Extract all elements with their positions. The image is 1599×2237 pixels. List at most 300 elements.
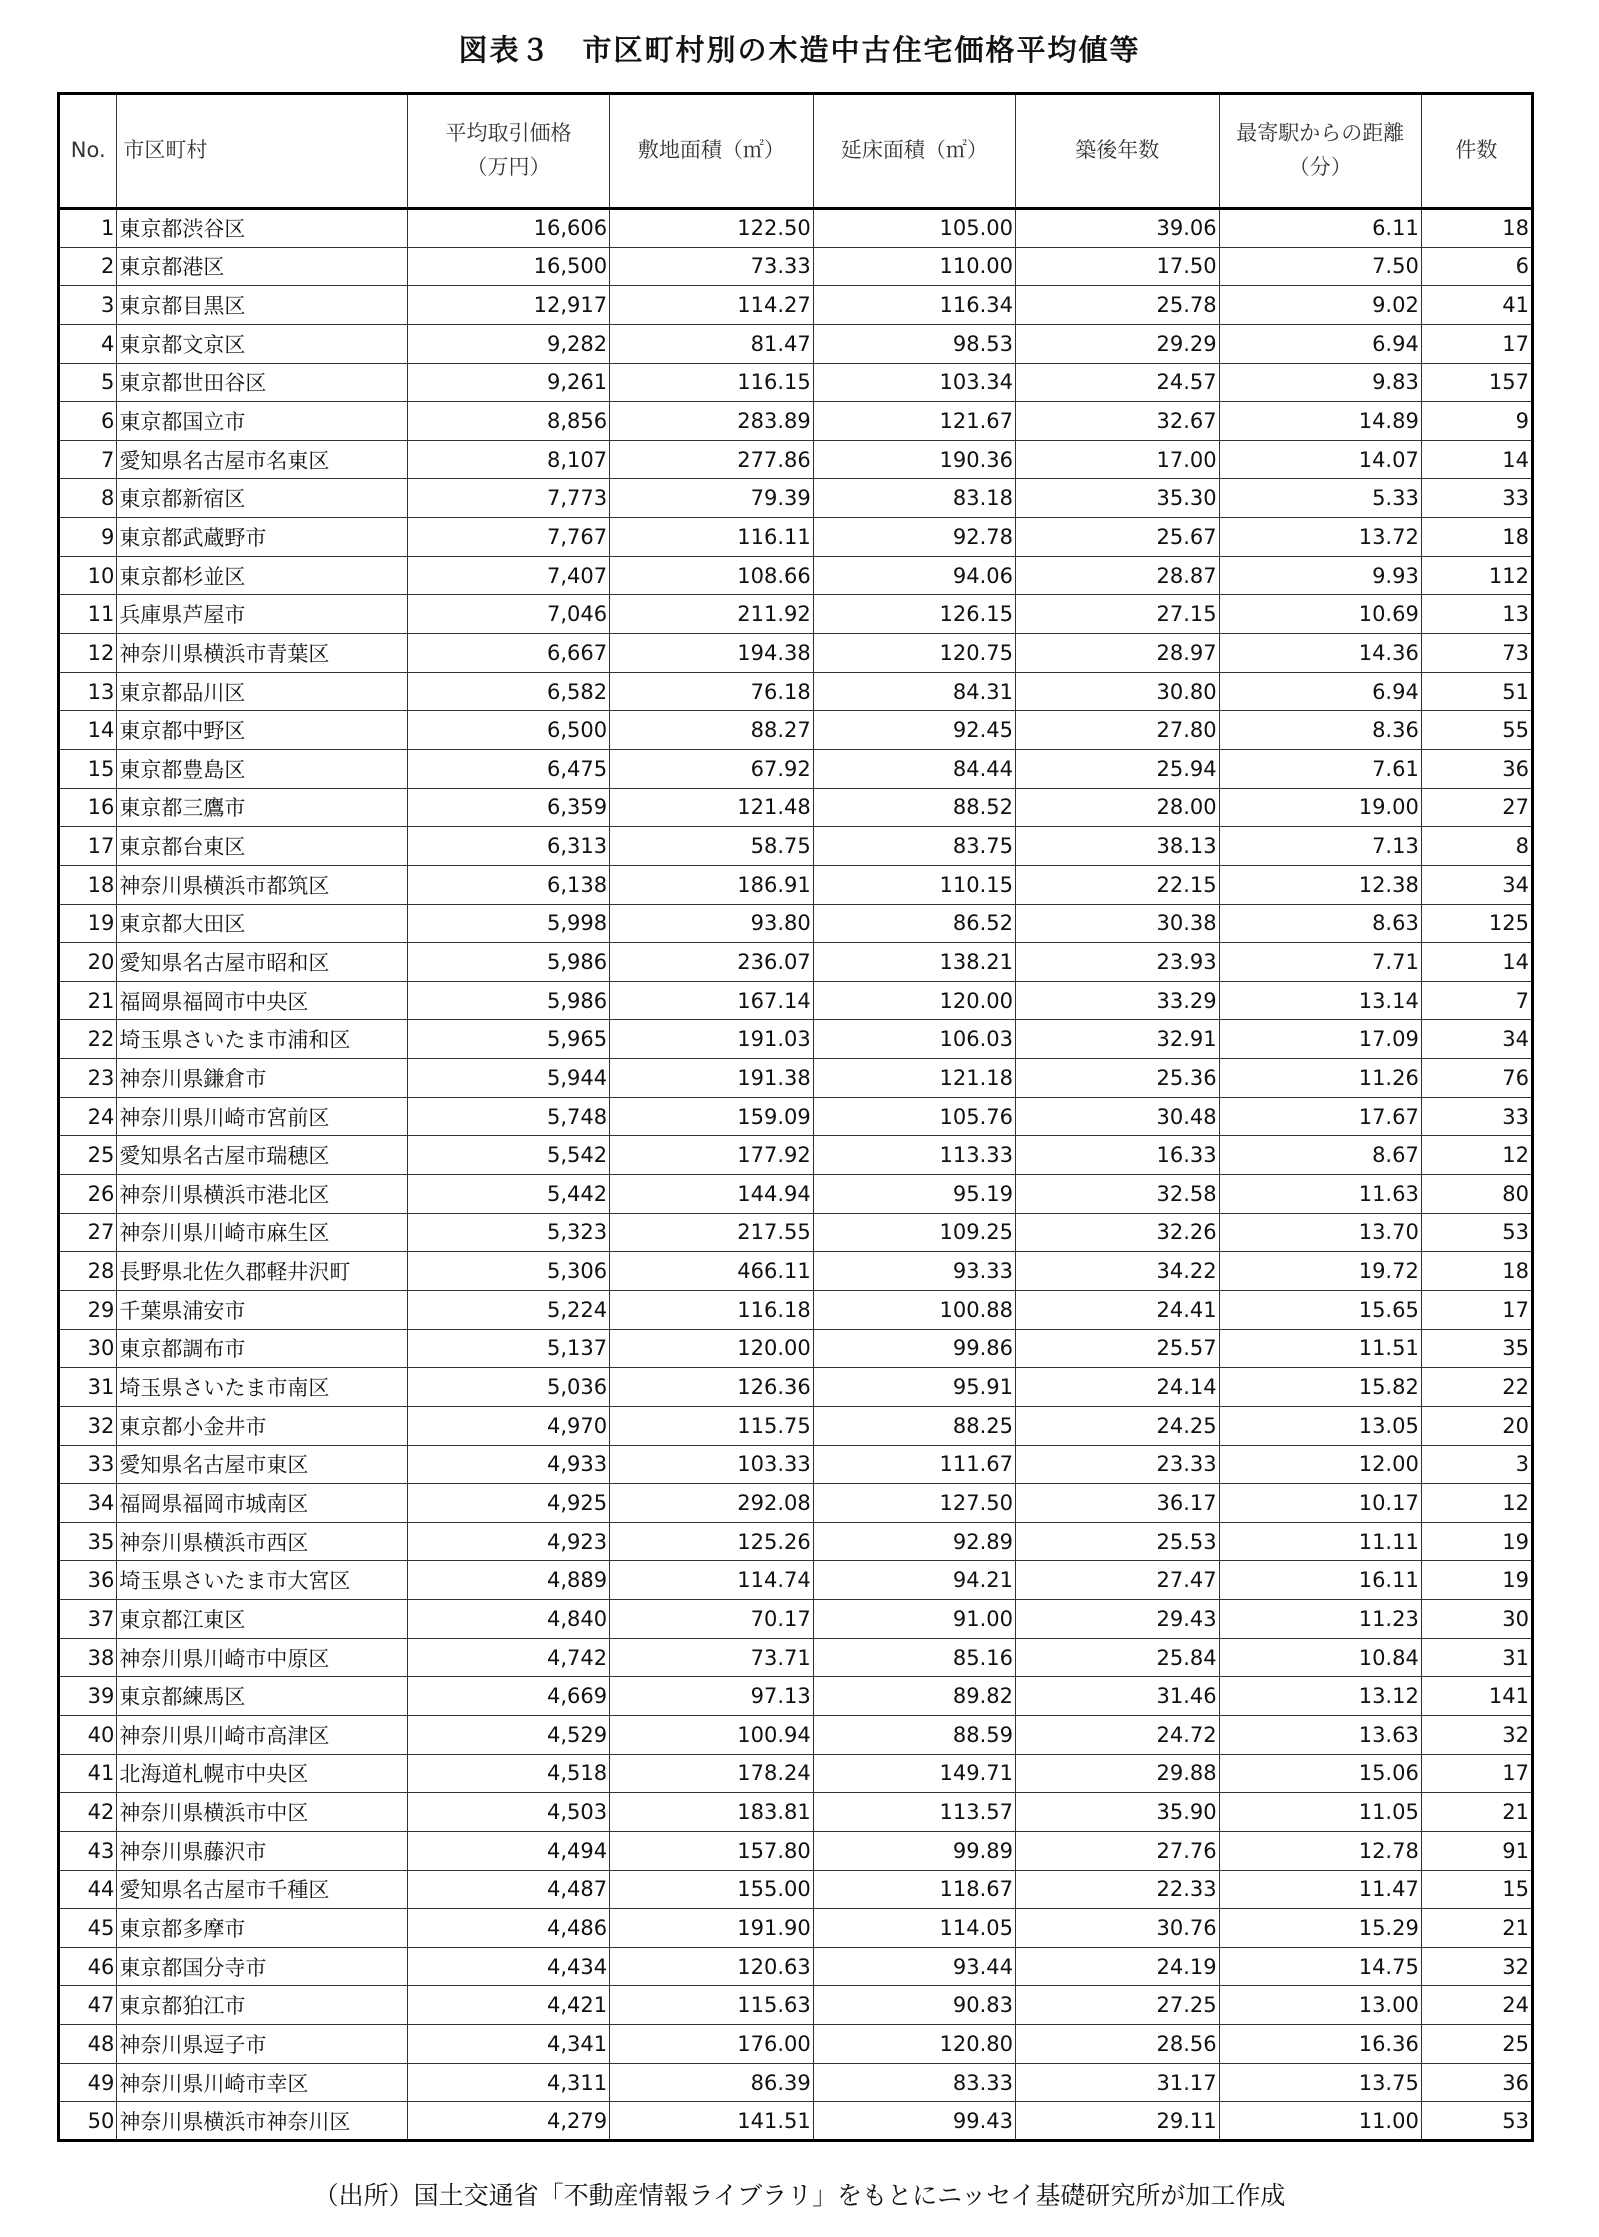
cell-distance: 11.00 <box>1219 2102 1421 2141</box>
cell-municipality: 東京都渋谷区 <box>117 209 408 248</box>
cell-no: 19 <box>59 904 117 943</box>
cell-floor-area: 85.16 <box>813 1638 1015 1677</box>
table-row <box>59 2102 1533 2141</box>
cell-age: 35.30 <box>1015 479 1219 518</box>
table-row <box>59 1059 1533 1098</box>
cell-municipality: 東京都世田谷区 <box>117 363 408 402</box>
cell-municipality: 東京都品川区 <box>117 672 408 711</box>
cell-municipality: 千葉県浦安市 <box>117 1290 408 1329</box>
table-row <box>59 556 1533 595</box>
cell-municipality: 東京都国立市 <box>117 402 408 441</box>
cell-floor-area: 89.82 <box>813 1677 1015 1716</box>
cell-price: 7,767 <box>407 518 609 557</box>
cell-price: 5,748 <box>407 1097 609 1136</box>
cell-count: 17 <box>1421 324 1532 363</box>
cell-floor-area: 99.43 <box>813 2102 1015 2141</box>
cell-no: 32 <box>59 1406 117 1445</box>
cell-price: 5,323 <box>407 1213 609 1252</box>
cell-land-area: 120.00 <box>610 1329 814 1368</box>
cell-no: 10 <box>59 556 117 595</box>
header-land-area: 敷地面積（㎡） <box>610 94 814 209</box>
cell-land-area: 183.81 <box>610 1793 814 1832</box>
cell-age: 33.29 <box>1015 981 1219 1020</box>
cell-count: 21 <box>1421 1793 1532 1832</box>
cell-age: 25.67 <box>1015 518 1219 557</box>
cell-age: 28.97 <box>1015 634 1219 673</box>
cell-no: 8 <box>59 479 117 518</box>
cell-distance: 15.29 <box>1219 1909 1421 1948</box>
cell-age: 25.53 <box>1015 1522 1219 1561</box>
cell-count: 14 <box>1421 943 1532 982</box>
cell-count: 91 <box>1421 1831 1532 1870</box>
cell-floor-area: 99.86 <box>813 1329 1015 1368</box>
cell-land-area: 217.55 <box>610 1213 814 1252</box>
cell-age: 25.84 <box>1015 1638 1219 1677</box>
cell-price: 5,986 <box>407 981 609 1020</box>
cell-distance: 15.06 <box>1219 1754 1421 1793</box>
cell-count: 157 <box>1421 363 1532 402</box>
cell-count: 8 <box>1421 827 1532 866</box>
cell-price: 7,773 <box>407 479 609 518</box>
cell-age: 22.15 <box>1015 865 1219 904</box>
cell-price: 4,279 <box>407 2102 609 2141</box>
cell-floor-area: 92.45 <box>813 711 1015 750</box>
cell-distance: 10.84 <box>1219 1638 1421 1677</box>
cell-price: 4,889 <box>407 1561 609 1600</box>
table-row <box>59 1909 1533 1948</box>
cell-distance: 7.13 <box>1219 827 1421 866</box>
cell-count: 15 <box>1421 1870 1532 1909</box>
cell-no: 24 <box>59 1097 117 1136</box>
cell-age: 17.50 <box>1015 247 1219 286</box>
cell-price: 6,667 <box>407 634 609 673</box>
cell-floor-area: 106.03 <box>813 1020 1015 1059</box>
cell-land-area: 121.48 <box>610 788 814 827</box>
table-row <box>59 904 1533 943</box>
table-row <box>59 2025 1533 2064</box>
cell-count: 24 <box>1421 1986 1532 2025</box>
cell-municipality: 長野県北佐久郡軽井沢町 <box>117 1252 408 1291</box>
cell-price: 4,518 <box>407 1754 609 1793</box>
cell-no: 49 <box>59 2063 117 2102</box>
cell-municipality: 埼玉県さいたま市南区 <box>117 1368 408 1407</box>
cell-no: 38 <box>59 1638 117 1677</box>
cell-distance: 9.02 <box>1219 286 1421 325</box>
cell-land-area: 114.74 <box>610 1561 814 1600</box>
cell-municipality: 神奈川県横浜市神奈川区 <box>117 2102 408 2141</box>
table-row <box>59 1715 1533 1754</box>
cell-age: 24.25 <box>1015 1406 1219 1445</box>
table-row <box>59 324 1533 363</box>
table-row <box>59 1600 1533 1639</box>
cell-price: 9,261 <box>407 363 609 402</box>
table-row <box>59 1754 1533 1793</box>
cell-count: 22 <box>1421 1368 1532 1407</box>
cell-distance: 8.63 <box>1219 904 1421 943</box>
cell-age: 35.90 <box>1015 1793 1219 1832</box>
cell-no: 30 <box>59 1329 117 1368</box>
cell-land-area: 100.94 <box>610 1715 814 1754</box>
cell-land-area: 93.80 <box>610 904 814 943</box>
cell-land-area: 70.17 <box>610 1600 814 1639</box>
cell-age: 24.19 <box>1015 1947 1219 1986</box>
cell-price: 16,500 <box>407 247 609 286</box>
cell-distance: 6.94 <box>1219 672 1421 711</box>
cell-municipality: 東京都調布市 <box>117 1329 408 1368</box>
cell-floor-area: 86.52 <box>813 904 1015 943</box>
table-row <box>59 634 1533 673</box>
table-row <box>59 1252 1533 1291</box>
cell-age: 27.25 <box>1015 1986 1219 2025</box>
cell-price: 16,606 <box>407 209 609 248</box>
cell-municipality: 神奈川県横浜市都筑区 <box>117 865 408 904</box>
cell-municipality: 東京都多摩市 <box>117 1909 408 1948</box>
cell-count: 30 <box>1421 1600 1532 1639</box>
cell-no: 44 <box>59 1870 117 1909</box>
cell-count: 12 <box>1421 1136 1532 1175</box>
cell-age: 29.43 <box>1015 1600 1219 1639</box>
cell-age: 32.26 <box>1015 1213 1219 1252</box>
cell-municipality: 東京都新宿区 <box>117 479 408 518</box>
cell-distance: 13.72 <box>1219 518 1421 557</box>
cell-distance: 11.23 <box>1219 1600 1421 1639</box>
cell-count: 32 <box>1421 1715 1532 1754</box>
header-municipality: 市区町村 <box>117 94 408 209</box>
cell-municipality: 愛知県名古屋市千種区 <box>117 1870 408 1909</box>
cell-price: 5,944 <box>407 1059 609 1098</box>
cell-floor-area: 88.52 <box>813 788 1015 827</box>
cell-floor-area: 111.67 <box>813 1445 1015 1484</box>
cell-price: 4,487 <box>407 1870 609 1909</box>
cell-distance: 17.67 <box>1219 1097 1421 1136</box>
cell-land-area: 116.11 <box>610 518 814 557</box>
cell-land-area: 167.14 <box>610 981 814 1020</box>
cell-age: 28.87 <box>1015 556 1219 595</box>
table-row <box>59 711 1533 750</box>
table-row <box>59 363 1533 402</box>
cell-municipality: 東京都杉並区 <box>117 556 408 595</box>
cell-count: 17 <box>1421 1290 1532 1329</box>
cell-floor-area: 95.19 <box>813 1175 1015 1214</box>
cell-distance: 7.71 <box>1219 943 1421 982</box>
cell-age: 29.88 <box>1015 1754 1219 1793</box>
cell-floor-area: 113.33 <box>813 1136 1015 1175</box>
table-row <box>59 1329 1533 1368</box>
cell-no: 13 <box>59 672 117 711</box>
cell-land-area: 116.18 <box>610 1290 814 1329</box>
cell-floor-area: 190.36 <box>813 440 1015 479</box>
cell-municipality: 神奈川県川崎市高津区 <box>117 1715 408 1754</box>
table-row <box>59 943 1533 982</box>
cell-no: 34 <box>59 1484 117 1523</box>
cell-age: 24.57 <box>1015 363 1219 402</box>
cell-distance: 16.36 <box>1219 2025 1421 2064</box>
cell-price: 9,282 <box>407 324 609 363</box>
cell-price: 8,107 <box>407 440 609 479</box>
cell-price: 5,036 <box>407 1368 609 1407</box>
cell-no: 12 <box>59 634 117 673</box>
cell-count: 34 <box>1421 865 1532 904</box>
cell-count: 32 <box>1421 1947 1532 1986</box>
cell-floor-area: 83.75 <box>813 827 1015 866</box>
cell-no: 15 <box>59 749 117 788</box>
cell-no: 28 <box>59 1252 117 1291</box>
cell-distance: 17.09 <box>1219 1020 1421 1059</box>
cell-age: 28.56 <box>1015 2025 1219 2064</box>
cell-municipality: 神奈川県逗子市 <box>117 2025 408 2064</box>
cell-municipality: 東京都中野区 <box>117 711 408 750</box>
cell-age: 31.17 <box>1015 2063 1219 2102</box>
cell-age: 30.38 <box>1015 904 1219 943</box>
cell-floor-area: 116.34 <box>813 286 1015 325</box>
cell-floor-area: 84.44 <box>813 749 1015 788</box>
table-row <box>59 1097 1533 1136</box>
cell-price: 5,224 <box>407 1290 609 1329</box>
cell-municipality: 東京都武蔵野市 <box>117 518 408 557</box>
cell-distance: 11.63 <box>1219 1175 1421 1214</box>
cell-land-area: 81.47 <box>610 324 814 363</box>
cell-age: 38.13 <box>1015 827 1219 866</box>
cell-age: 30.48 <box>1015 1097 1219 1136</box>
cell-municipality: 東京都江東区 <box>117 1600 408 1639</box>
cell-distance: 15.65 <box>1219 1290 1421 1329</box>
cell-distance: 7.50 <box>1219 247 1421 286</box>
cell-distance: 11.47 <box>1219 1870 1421 1909</box>
cell-age: 22.33 <box>1015 1870 1219 1909</box>
header-count: 件数 <box>1421 94 1532 209</box>
cell-price: 4,503 <box>407 1793 609 1832</box>
cell-municipality: 神奈川県川崎市宮前区 <box>117 1097 408 1136</box>
cell-municipality: 兵庫県芦屋市 <box>117 595 408 634</box>
table-row <box>59 479 1533 518</box>
cell-land-area: 277.86 <box>610 440 814 479</box>
cell-land-area: 191.38 <box>610 1059 814 1098</box>
cell-municipality: 神奈川県横浜市西区 <box>117 1522 408 1561</box>
cell-land-area: 144.94 <box>610 1175 814 1214</box>
cell-land-area: 86.39 <box>610 2063 814 2102</box>
cell-municipality: 東京都豊島区 <box>117 749 408 788</box>
cell-distance: 14.75 <box>1219 1947 1421 1986</box>
cell-distance: 10.69 <box>1219 595 1421 634</box>
cell-count: 25 <box>1421 2025 1532 2064</box>
cell-no: 23 <box>59 1059 117 1098</box>
header-age: 築後年数 <box>1015 94 1219 209</box>
cell-floor-area: 109.25 <box>813 1213 1015 1252</box>
cell-distance: 19.72 <box>1219 1252 1421 1291</box>
cell-floor-area: 121.67 <box>813 402 1015 441</box>
cell-distance: 13.05 <box>1219 1406 1421 1445</box>
cell-municipality: 愛知県名古屋市名東区 <box>117 440 408 479</box>
cell-floor-area: 127.50 <box>813 1484 1015 1523</box>
table-row <box>59 827 1533 866</box>
cell-price: 4,925 <box>407 1484 609 1523</box>
cell-land-area: 97.13 <box>610 1677 814 1716</box>
cell-distance: 8.36 <box>1219 711 1421 750</box>
cell-land-area: 141.51 <box>610 2102 814 2141</box>
page-title: 図表３ 市区町村別の木造中古住宅価格平均値等 <box>458 33 1141 67</box>
cell-municipality: 東京都三鷹市 <box>117 788 408 827</box>
cell-count: 19 <box>1421 1561 1532 1600</box>
cell-land-area: 103.33 <box>610 1445 814 1484</box>
cell-distance: 10.17 <box>1219 1484 1421 1523</box>
cell-distance: 12.38 <box>1219 865 1421 904</box>
table-row <box>59 1175 1533 1214</box>
cell-land-area: 126.36 <box>610 1368 814 1407</box>
cell-count: 112 <box>1421 556 1532 595</box>
cell-land-area: 115.75 <box>610 1406 814 1445</box>
cell-floor-area: 98.53 <box>813 324 1015 363</box>
cell-price: 5,137 <box>407 1329 609 1368</box>
cell-count: 35 <box>1421 1329 1532 1368</box>
cell-land-area: 115.63 <box>610 1986 814 2025</box>
table-row <box>59 1445 1533 1484</box>
cell-age: 31.46 <box>1015 1677 1219 1716</box>
cell-land-area: 76.18 <box>610 672 814 711</box>
cell-price: 4,494 <box>407 1831 609 1870</box>
cell-price: 5,965 <box>407 1020 609 1059</box>
cell-age: 32.67 <box>1015 402 1219 441</box>
cell-land-area: 292.08 <box>610 1484 814 1523</box>
cell-distance: 9.83 <box>1219 363 1421 402</box>
cell-distance: 14.89 <box>1219 402 1421 441</box>
cell-municipality: 東京都国分寺市 <box>117 1947 408 1986</box>
cell-no: 27 <box>59 1213 117 1252</box>
cell-municipality: 神奈川県藤沢市 <box>117 1831 408 1870</box>
cell-land-area: 191.90 <box>610 1909 814 1948</box>
cell-no: 43 <box>59 1831 117 1870</box>
table-row <box>59 286 1533 325</box>
cell-municipality: 愛知県名古屋市東区 <box>117 1445 408 1484</box>
table-row <box>59 1213 1533 1252</box>
table-row <box>59 1638 1533 1677</box>
cell-land-area: 194.38 <box>610 634 814 673</box>
cell-land-area: 73.33 <box>610 247 814 286</box>
cell-price: 6,313 <box>407 827 609 866</box>
cell-no: 48 <box>59 2025 117 2064</box>
table-row <box>59 672 1533 711</box>
cell-floor-area: 100.88 <box>813 1290 1015 1329</box>
cell-no: 1 <box>59 209 117 248</box>
cell-municipality: 埼玉県さいたま市大宮区 <box>117 1561 408 1600</box>
cell-no: 39 <box>59 1677 117 1716</box>
cell-municipality: 東京都狛江市 <box>117 1986 408 2025</box>
cell-land-area: 178.24 <box>610 1754 814 1793</box>
cell-floor-area: 105.00 <box>813 209 1015 248</box>
cell-floor-area: 94.06 <box>813 556 1015 595</box>
cell-price: 5,442 <box>407 1175 609 1214</box>
cell-floor-area: 92.89 <box>813 1522 1015 1561</box>
cell-count: 36 <box>1421 2063 1532 2102</box>
cell-count: 51 <box>1421 672 1532 711</box>
cell-price: 6,582 <box>407 672 609 711</box>
cell-age: 34.22 <box>1015 1252 1219 1291</box>
table-row <box>59 402 1533 441</box>
cell-count: 9 <box>1421 402 1532 441</box>
source-note: （出所）国土交通省「不動産情報ライブラリ」をもとにニッセイ基礎研究所が加工作成 <box>313 2181 1286 2210</box>
cell-count: 12 <box>1421 1484 1532 1523</box>
cell-floor-area: 138.21 <box>813 943 1015 982</box>
cell-no: 5 <box>59 363 117 402</box>
cell-distance: 15.82 <box>1219 1368 1421 1407</box>
cell-distance: 13.12 <box>1219 1677 1421 1716</box>
cell-no: 37 <box>59 1600 117 1639</box>
cell-land-area: 177.92 <box>610 1136 814 1175</box>
cell-land-area: 176.00 <box>610 2025 814 2064</box>
cell-distance: 13.75 <box>1219 2063 1421 2102</box>
cell-no: 50 <box>59 2102 117 2141</box>
cell-floor-area: 93.33 <box>813 1252 1015 1291</box>
table-row <box>59 865 1533 904</box>
table-row <box>59 1484 1533 1523</box>
cell-land-area: 191.03 <box>610 1020 814 1059</box>
cell-no: 29 <box>59 1290 117 1329</box>
cell-land-area: 73.71 <box>610 1638 814 1677</box>
cell-count: 14 <box>1421 440 1532 479</box>
cell-age: 27.15 <box>1015 595 1219 634</box>
header-price-line1: 平均取引価格 <box>445 121 572 146</box>
cell-distance: 11.51 <box>1219 1329 1421 1368</box>
table-header-row <box>59 94 1533 209</box>
cell-distance: 13.14 <box>1219 981 1421 1020</box>
table-row <box>59 788 1533 827</box>
cell-count: 18 <box>1421 209 1532 248</box>
cell-no: 21 <box>59 981 117 1020</box>
cell-count: 18 <box>1421 1252 1532 1291</box>
cell-count: 19 <box>1421 1522 1532 1561</box>
cell-no: 7 <box>59 440 117 479</box>
table-row <box>59 1561 1533 1600</box>
cell-count: 20 <box>1421 1406 1532 1445</box>
table-row <box>59 1406 1533 1445</box>
cell-land-area: 58.75 <box>610 827 814 866</box>
cell-price: 12,917 <box>407 286 609 325</box>
table-row <box>59 1677 1533 1716</box>
cell-no: 9 <box>59 518 117 557</box>
cell-distance: 16.11 <box>1219 1561 1421 1600</box>
cell-floor-area: 149.71 <box>813 1754 1015 1793</box>
cell-floor-area: 113.57 <box>813 1793 1015 1832</box>
cell-count: 73 <box>1421 634 1532 673</box>
cell-distance: 11.26 <box>1219 1059 1421 1098</box>
cell-land-area: 88.27 <box>610 711 814 750</box>
cell-price: 4,970 <box>407 1406 609 1445</box>
cell-no: 26 <box>59 1175 117 1214</box>
cell-distance: 12.78 <box>1219 1831 1421 1870</box>
table-row <box>59 1136 1533 1175</box>
cell-count: 3 <box>1421 1445 1532 1484</box>
cell-price: 4,341 <box>407 2025 609 2064</box>
cell-floor-area: 95.91 <box>813 1368 1015 1407</box>
cell-floor-area: 88.25 <box>813 1406 1015 1445</box>
cell-age: 32.58 <box>1015 1175 1219 1214</box>
cell-age: 29.11 <box>1015 2102 1219 2141</box>
cell-distance: 13.00 <box>1219 1986 1421 2025</box>
cell-floor-area: 120.75 <box>813 634 1015 673</box>
cell-age: 30.80 <box>1015 672 1219 711</box>
cell-age: 30.76 <box>1015 1909 1219 1948</box>
cell-age: 25.78 <box>1015 286 1219 325</box>
table-row <box>59 247 1533 286</box>
cell-price: 8,856 <box>407 402 609 441</box>
cell-age: 24.72 <box>1015 1715 1219 1754</box>
cell-distance: 11.11 <box>1219 1522 1421 1561</box>
cell-no: 25 <box>59 1136 117 1175</box>
cell-count: 33 <box>1421 479 1532 518</box>
cell-age: 25.94 <box>1015 749 1219 788</box>
table-row <box>59 1986 1533 2025</box>
cell-price: 5,306 <box>407 1252 609 1291</box>
price-table <box>57 92 1534 2142</box>
